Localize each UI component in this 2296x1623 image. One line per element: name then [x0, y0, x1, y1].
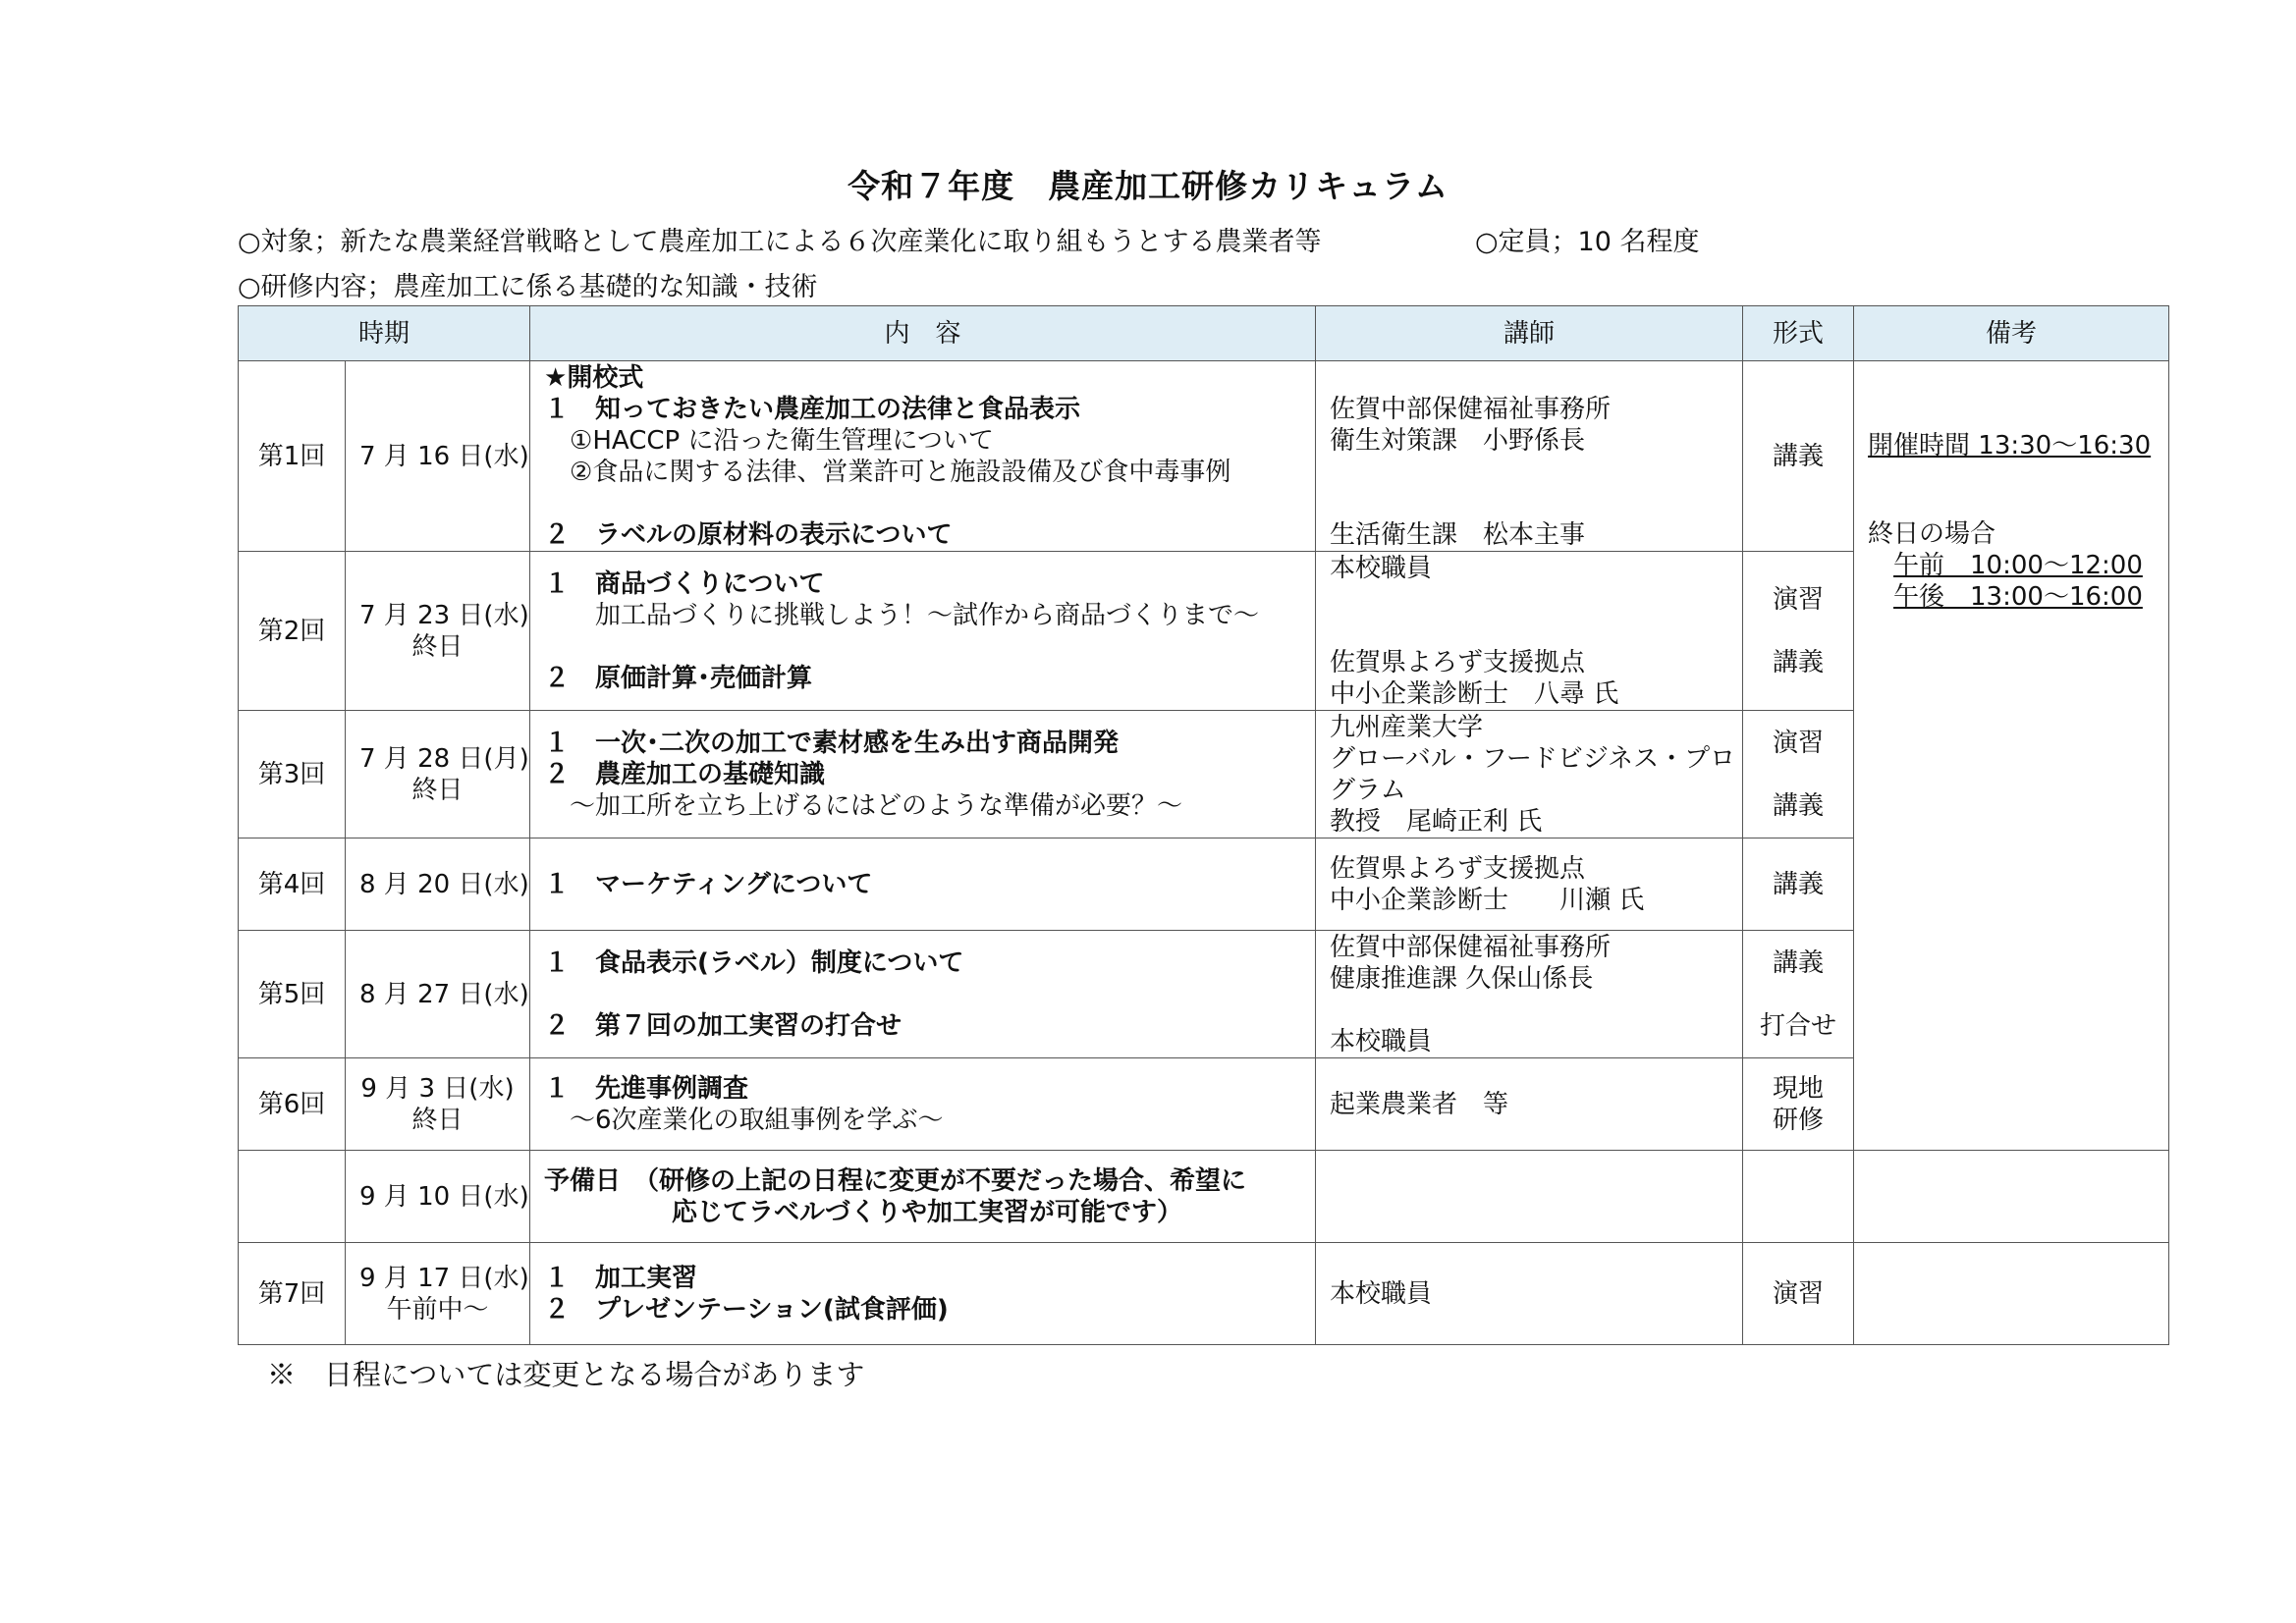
session-content: [530, 1243, 1316, 1345]
format-line: 演習: [1773, 584, 1825, 615]
remarks-cell-empty: [1854, 1151, 2169, 1243]
content-line: ２ 第７回の加工実習の打合せ: [544, 1010, 902, 1041]
instructor-line: 中小企業診断士 八尋 氏: [1330, 678, 1619, 709]
content-line: ①HACCP に沿った衛生管理について: [544, 425, 994, 456]
date-line: 8 月 20 日(水): [359, 869, 529, 899]
instructor-line: 起業農業者 等: [1330, 1089, 1509, 1119]
header-period: 時期: [239, 306, 530, 361]
instructor-line: 教授 尾崎正利 氏: [1330, 806, 1543, 837]
format-line: 演習: [1773, 1278, 1825, 1309]
session-date: [346, 839, 530, 931]
session-format: [1743, 711, 1854, 839]
date-line: 午前中～: [386, 1294, 489, 1325]
remarks-time: 開催時間 13:30～16:30: [1868, 431, 2152, 460]
content-line: １ 知っておきたい農産加工の法律と食品表示: [544, 394, 1081, 424]
session-content: [530, 931, 1316, 1058]
session-number: 第4回: [239, 839, 346, 931]
instructor-line: [1330, 616, 1728, 647]
remarks-cell-empty: [1854, 1243, 2169, 1345]
instructor-line: 生活衛生課 松本主事: [1330, 519, 1586, 550]
capacity-text: ○定員；10 名程度: [1475, 227, 1700, 257]
date-line: 9 月 10 日(水): [359, 1181, 529, 1212]
session-instructor: [1316, 1151, 1743, 1243]
remarks-afternoon: 午後 13:00～16:00: [1893, 582, 2143, 612]
remarks-cell: [1854, 361, 2169, 1151]
content-line: [544, 631, 1301, 663]
session-number: 第1回: [239, 361, 346, 552]
session-instructor: [1316, 361, 1743, 552]
session-number: [239, 1151, 346, 1243]
header-content: 内 容: [530, 306, 1316, 361]
table-header-row: [239, 306, 2169, 361]
format-line: [1757, 979, 1839, 1010]
instructor-line: [1330, 584, 1728, 616]
header-remarks: 備考: [1854, 306, 2169, 361]
table-row: [239, 1243, 2169, 1345]
content-line: １ 加工実習: [544, 1263, 698, 1293]
session-date: [346, 1243, 530, 1345]
page-title: 令和７年度 農産加工研修カリキュラム: [847, 167, 1449, 205]
content-line: ②食品に関する法律、営業許可と施設設備及び食中毒事例: [544, 457, 1231, 487]
instructor-line: 本校職員: [1330, 1026, 1433, 1056]
date-line: 7 月 23 日(水): [359, 600, 529, 630]
instructor-line: 健康推進課 久保山係長: [1330, 963, 1594, 994]
session-date: [346, 361, 530, 552]
format-line: 演習: [1773, 728, 1825, 758]
instructor-line: [1330, 362, 1728, 394]
header-format: 形式: [1743, 306, 1854, 361]
content-line: 応じてラベルづくりや加工実習が可能です）: [544, 1197, 1183, 1227]
date-line: 終日: [411, 631, 464, 662]
instructor-line: [1330, 457, 1728, 488]
content-line: １ 一次･二次の加工で素材感を生み出す商品開発: [544, 728, 1120, 758]
format-line: [1757, 759, 1839, 790]
content-line: ２ ラベルの原材料の表示について: [544, 519, 953, 550]
session-number: 第2回: [239, 552, 346, 711]
session-instructor: [1316, 711, 1743, 839]
session-format: [1743, 361, 1854, 552]
content-line: [544, 979, 1301, 1010]
content-line: [544, 488, 1301, 519]
session-date: [346, 931, 530, 1058]
instructor-line: グラム: [1330, 775, 1406, 805]
format-line: 打合せ: [1760, 1010, 1837, 1041]
session-content: [530, 711, 1316, 839]
table-row: [239, 1151, 2169, 1243]
instructor-line: 中小企業診断士 川瀬 氏: [1330, 885, 1645, 915]
remarks-morning: 午前 10:00～12:00: [1893, 551, 2143, 580]
date-line: 9 月 17 日(水): [359, 1263, 529, 1293]
session-number: 第6回: [239, 1058, 346, 1151]
session-content: [530, 839, 1316, 931]
session-format: [1743, 1058, 1854, 1151]
session-date: [346, 552, 530, 711]
content-line: １ マーケティングについて: [544, 869, 873, 899]
instructor-line: 佐賀県よろず支援拠点: [1330, 853, 1586, 884]
date-line: 7 月 28 日(月): [359, 743, 529, 774]
session-instructor: [1316, 552, 1743, 711]
session-date: [346, 1058, 530, 1151]
format-line: [1757, 616, 1839, 647]
content-line: 加工品づくりに挑戦しよう！～試作から商品づくりまで～: [544, 600, 1260, 630]
session-number: 第5回: [239, 931, 346, 1058]
format-line: 講義: [1773, 869, 1825, 899]
curriculum-table: [238, 305, 2169, 1345]
content-line: ～6次産業化の取組事例を学ぶ～: [544, 1105, 944, 1135]
instructor-line: 本校職員: [1330, 1278, 1433, 1309]
instructor-line: [1330, 488, 1728, 519]
format-line: 研修: [1773, 1105, 1825, 1135]
date-line: 終日: [411, 1105, 464, 1135]
content-line: １ 商品づくりについて: [544, 568, 825, 599]
format-line: 講義: [1773, 441, 1825, 471]
session-number: 第7回: [239, 1243, 346, 1345]
session-content: [530, 552, 1316, 711]
session-content: [530, 1151, 1316, 1243]
date-line: 8 月 27 日(水): [359, 979, 529, 1009]
instructor-line: グローバル・フードビジネス・プロ: [1330, 743, 1736, 774]
content-line: ２ 農産加工の基礎知識: [544, 759, 826, 789]
session-format: [1743, 931, 1854, 1058]
content-line: ★開校式: [544, 362, 644, 393]
session-instructor: [1316, 931, 1743, 1058]
content-line: ２ 原価計算･売価計算: [544, 663, 813, 693]
session-format: [1743, 1151, 1854, 1243]
session-format: [1743, 552, 1854, 711]
date-line: 9 月 3 日(水): [360, 1073, 515, 1104]
instructor-line: 本校職員: [1330, 553, 1433, 583]
schedule-note: ※ 日程については変更となる場合があります: [267, 1358, 865, 1391]
session-instructor: [1316, 839, 1743, 931]
session-content: [530, 1058, 1316, 1151]
header-instructor: 講師: [1316, 306, 1743, 361]
content-text: ○研修内容；農産加工に係る基礎的な知識・技術: [238, 272, 818, 302]
content-line: ２ プレゼンテーション(試食評価): [544, 1294, 949, 1325]
session-date: [346, 1151, 530, 1243]
content-line: １ 食品表示(ラベル）制度について: [544, 947, 964, 978]
session-instructor: [1316, 1058, 1743, 1151]
format-line: 講義: [1773, 947, 1825, 978]
session-content: [530, 361, 1316, 552]
instructor-line: [1330, 995, 1728, 1026]
format-line: 講義: [1773, 790, 1825, 821]
session-instructor: [1316, 1243, 1743, 1345]
instructor-line: 佐賀県よろず支援拠点: [1330, 647, 1586, 677]
format-line: 講義: [1773, 647, 1825, 677]
content-line: １ 先進事例調査: [544, 1073, 749, 1104]
content-line: 予備日 （研修の上記の日程に変更が不要だった場合、希望に: [544, 1165, 1247, 1196]
date-line: 7 月 16 日(水): [359, 441, 529, 471]
instructor-line: 佐賀中部保健福祉事務所: [1330, 394, 1612, 424]
format-line: 現地: [1773, 1073, 1825, 1104]
table-row: [239, 361, 2169, 552]
date-line: 終日: [411, 775, 464, 805]
instructor-line: 佐賀中部保健福祉事務所: [1330, 932, 1612, 962]
session-format: [1743, 1243, 1854, 1345]
content-line: ～加工所を立ち上げるにはどのような準備が必要？～: [544, 790, 1183, 821]
session-format: [1743, 839, 1854, 931]
session-number: 第3回: [239, 711, 346, 839]
instructor-line: 九州産業大学: [1330, 712, 1484, 742]
session-date: [346, 711, 530, 839]
remarks-allday: 終日の場合: [1868, 519, 1996, 549]
target-text: ○対象；新たな農業経営戦略として農産加工による６次産業化に取り組もうとする農業者等: [238, 227, 1322, 257]
instructor-line: 衛生対策課 小野係長: [1330, 425, 1586, 456]
